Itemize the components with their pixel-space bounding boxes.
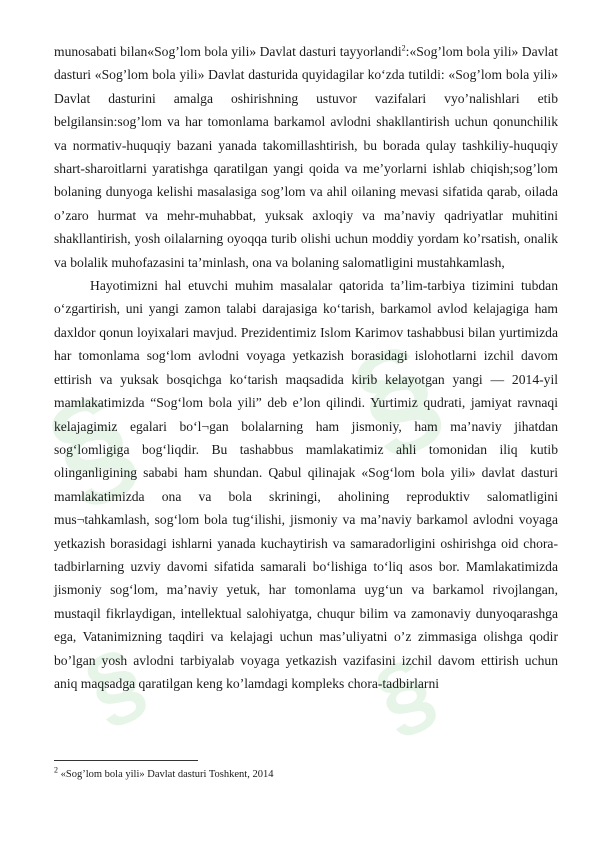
document-body — [54, 40, 558, 695]
footnote-separator — [54, 760, 198, 761]
footnote-text: «Sog’lom bola yili» Davlat dasturi Toshkent, 2014 — [58, 769, 274, 780]
footnote-reference[interactable]: 2 — [401, 43, 406, 53]
footnote — [54, 765, 558, 782]
paragraph-program-goals — [54, 40, 558, 274]
watermark-glyph: § — [27, 363, 155, 527]
paragraph-education-reform: Hayotimizni hal etuvchi muhim masalalar qatorida ta’lim-tarbiya tizimini tubdan o‘zgartirish, uni yangi zamon talabi darajasiga ko‘tarish, barkamol avlod kelajagiga ham daxldor qonun loyixalari mavjud. Prezidentimiz Islom Karimov tashabbusi bilan yurtimizda har tomonlama sog‘lom avlodni voyaga yetkazish borasidagi islohotlarni izchil davom ettirish va yuksak bosqichga ko‘tarish maqsadida kirib kelayotgan yangi — 2014-yil mamlakatimizda “Sog‘lom bola yili” deb e’lon qilindi. Yurtimiz qudrati, jamiyat ravnaqi kelajagimiz egalari bo‘l¬gan bolalarning ham jismoniy, ham ma’naviy jihatdan sog‘lomligiga bog‘liqdir. Bu tashabbus mamlakatimiz ahli tomonidan iliq kutib olinganligining sababi ham shundan. Qabul qilinajak «Sog‘lom bola yili» davlat dasturi mamlakatimizda ona va bola skriningi, aholining reproduktiv salomatligini mus¬tahkamlash, sog‘lom bola tug‘ilishi, jismoniy va ma’naviy barkamol avlodni voyaga yetkazish borasidagi ishlarni yanada kuchaytirish va samaradorligini oshirishga oid chora-tadbirlarning uzviy davomi sifatida samarali bo‘lishiga to‘liq asos bor. Mamlakatimizda jismoniy sog‘lom, ma’naviy yetuk, har tomonlama uyg‘un va barkamol rivojlangan, mustaqil fikrlaydigan, intellektual salohiyatga, chuqur bilim va zamonaviy dunyoqarashga ega, Vatanimizning taqdiri va kelajagi uchun mas’uliyatni o’z zimmasiga olishga qodir bo’lgan yosh avlodni tarbiyalab voyaga yetkazish vazifasini izchil davom ettirish uchun aniq maqsadga qaratilgan keng ko’lamdagi kompleks chora-tadbirlarni — [54, 278, 558, 691]
footnote-number: 2 — [54, 765, 58, 775]
watermark-glyph: § — [332, 313, 460, 477]
paragraph-text: munosabati bilan«Sog’lom bola yili» Davlat dasturi tayyorlandi — [54, 44, 402, 59]
watermark-glyph: § — [361, 639, 449, 751]
paragraph-text: :«Sog’lom bola yili» Davlat dasturi «Sog’lom bola yili» Davlat dasturida quyidagilar ko‘zda tutildi: «Sog’lom bola yili» Davlat dasturini amalga oshirishning ustuvor vazifalari vyo’nalishlari etib belgilansin:sog’lom va har tomonlama barkamol avlodni shakllantirish uchun qonunchilik va normativ-huquqiy bazani yanada takomillashtirish, bu borada qulay tashkiliy-huquqiy shart-sharoitlarni yaratishga qaratilgan yangi qoida va me’yorlarni ishlab chiqish;sog’lom bolaning dunyoga kelishi masalasiga sog’lom va ahil oilaning mevasi sifatida qarab, oilada o’zaro hurmat va mehr-muhabbat, yuksak axloqiy va ma’naviy qadriyatlar muhitini shakllantirish, yosh oilalarning oyoqqa turib olishi uchun moddiy yordam ko’rsatish, onalik va bolalik muhofazasini ta’minlash, ona va bolaning salomatligini mustahkamlash, — [54, 44, 558, 270]
watermark-glyph: § — [71, 629, 159, 741]
